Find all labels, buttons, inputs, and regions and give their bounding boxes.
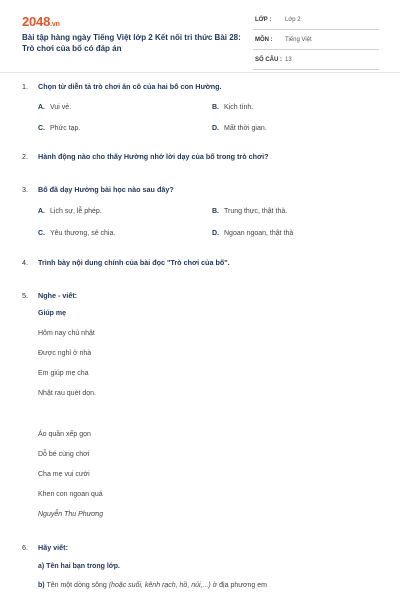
header bbox=[0, 0, 400, 72]
meta-class-value: Lớp 2 bbox=[285, 17, 301, 23]
divider bbox=[0, 72, 400, 73]
poem-title: Giúp mẹ bbox=[38, 310, 67, 317]
option-letter: D. bbox=[212, 125, 219, 132]
subquestion-b-hint: (hoặc suối, kênh rạch, hồ, núi,...) bbox=[108, 582, 211, 589]
question-number: 6. bbox=[22, 543, 28, 552]
question-number: 4. bbox=[22, 258, 28, 267]
option-text: Vui vẻ. bbox=[50, 104, 72, 111]
meta-count-key: SỐ CÂU : bbox=[255, 57, 282, 63]
question-text: Hãy viết: bbox=[38, 543, 68, 552]
option-text: Lịch sự, lễ phép. bbox=[50, 208, 102, 215]
subquestion-a-text: a) Tên hai bạn trong lớp. bbox=[38, 563, 120, 570]
option-c[interactable] bbox=[38, 230, 115, 237]
page-title: Bài tập hàng ngày Tiếng Việt lớp 2 Kết nối tri thức Bài 28: Trò chơi của bố có đáp án bbox=[22, 33, 241, 53]
meta-subject-value: Tiếng Việt bbox=[285, 37, 312, 43]
option-b[interactable] bbox=[212, 208, 287, 215]
option-a[interactable] bbox=[38, 208, 102, 215]
question-text: Chọn từ diễn tả trò chơi ăn cô của hai bố con Hường. bbox=[38, 82, 222, 91]
option-text: Phức tạp. bbox=[50, 125, 81, 132]
question-1 bbox=[22, 82, 222, 91]
poem-line: Khen con ngoan quá bbox=[38, 491, 103, 498]
option-a[interactable] bbox=[38, 104, 71, 111]
option-text: Trung thực, thật thà. bbox=[224, 208, 288, 215]
option-letter: C. bbox=[38, 230, 45, 237]
option-text: Mất thời gian. bbox=[224, 125, 267, 132]
subquestion-b-tail: ở địa phương em bbox=[212, 582, 267, 589]
option-letter: A. bbox=[38, 208, 45, 215]
question-number: 2. bbox=[22, 152, 28, 161]
logo-text: 2048 bbox=[22, 14, 51, 29]
meta-class bbox=[253, 14, 379, 30]
question-5 bbox=[22, 291, 77, 300]
subquestion-a bbox=[38, 563, 120, 570]
meta-class-key: LỚP : bbox=[255, 17, 272, 23]
option-letter: A. bbox=[38, 104, 45, 111]
logo[interactable] bbox=[22, 14, 60, 29]
subquestion-b bbox=[38, 582, 267, 589]
logo-suffix: .vn bbox=[50, 21, 60, 28]
option-b[interactable] bbox=[212, 104, 253, 111]
option-text: Ngoan ngoan, thật thà bbox=[224, 230, 294, 237]
option-letter: D. bbox=[212, 230, 219, 237]
poem-line: Nhặt rau quét dọn. bbox=[38, 390, 96, 397]
option-text: Yêu thương, sẻ chia. bbox=[50, 230, 116, 237]
meta-subject bbox=[253, 34, 379, 50]
option-text: Kịch tính. bbox=[224, 104, 254, 111]
option-letter: C. bbox=[38, 125, 45, 132]
option-c[interactable] bbox=[38, 125, 80, 132]
question-3 bbox=[22, 185, 174, 194]
subquestion-b-label: b) bbox=[38, 582, 45, 589]
poem-line: Áo quần xếp gọn bbox=[38, 431, 91, 438]
option-d[interactable] bbox=[212, 230, 293, 237]
poem-author: Nguyễn Thu Phương bbox=[38, 511, 104, 518]
meta-count-value: 13 bbox=[285, 57, 292, 63]
question-text: Hành động nào cho thấy Hường nhớ lời dạy của bố trong trò chơi? bbox=[38, 152, 269, 161]
question-number: 5. bbox=[22, 291, 28, 300]
poem-line: Hôm nay chủ nhật bbox=[38, 330, 95, 337]
question-6 bbox=[22, 543, 68, 552]
meta-subject-key: MÔN : bbox=[255, 37, 273, 43]
question-number: 1. bbox=[22, 82, 28, 91]
question-text: Trình bày nội dung chính của bài đọc "Trò chơi của bố". bbox=[38, 258, 230, 267]
option-d[interactable] bbox=[212, 125, 267, 132]
question-number: 3. bbox=[22, 185, 28, 194]
subquestion-b-text: Tên một dòng sông bbox=[46, 582, 107, 589]
meta-count bbox=[253, 54, 379, 70]
question-text: Bố đã dạy Hường bài học nào sau đây? bbox=[38, 185, 174, 194]
question-text: Nghe - viết: bbox=[38, 291, 78, 300]
poem-line: Dỗ bé cùng chơi bbox=[38, 451, 90, 458]
poem-line: Được nghỉ ở nhà bbox=[38, 350, 92, 357]
poem-line: Em giúp mẹ cha bbox=[38, 370, 89, 377]
option-letter: B. bbox=[212, 208, 219, 215]
option-letter: B. bbox=[212, 104, 219, 111]
meta-table bbox=[253, 14, 379, 74]
poem-line: Cha mẹ vui cười bbox=[38, 471, 90, 478]
question-4 bbox=[22, 258, 230, 267]
question-2 bbox=[22, 152, 268, 161]
